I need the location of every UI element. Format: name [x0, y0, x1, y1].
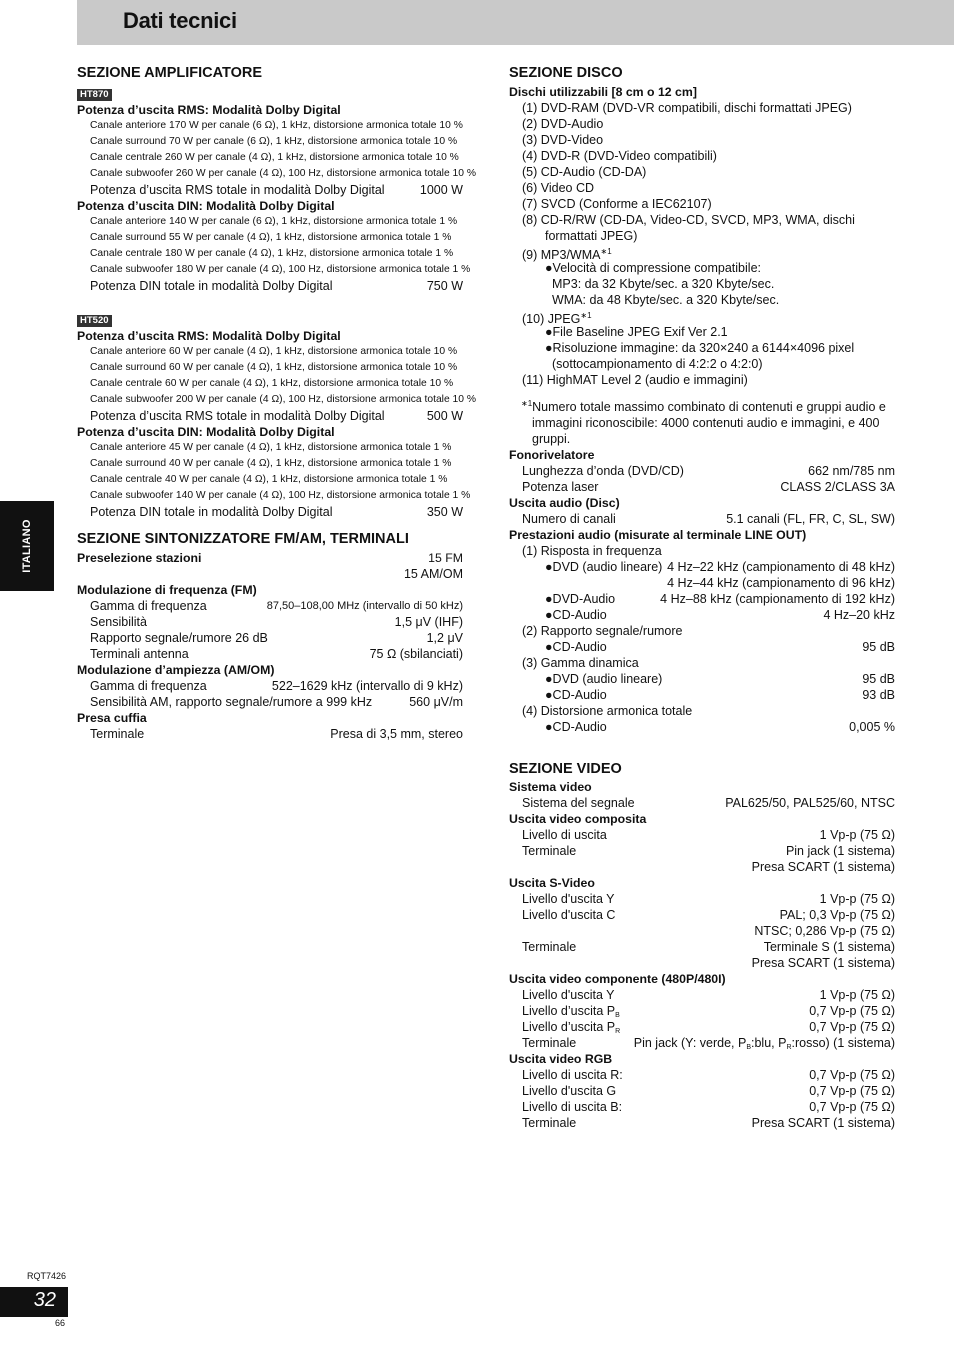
perf-value: 95 dB [862, 672, 895, 687]
footnote [509, 396, 895, 447]
disc-item: (3) DVD-Video [522, 133, 604, 147]
ht870-din-line: Canale surround 55 W per canale (4 Ω), 1 kHz, distorsione armonica totale 1 % [90, 232, 452, 243]
disc-item: (4) DVD-R (DVD-Video compatibili) [522, 149, 717, 163]
perf-value: 95 dB [862, 640, 895, 655]
left-column [77, 62, 477, 742]
video-system-title: Sistema video [509, 780, 592, 795]
perf-value: 4 Hz–20 kHz [823, 608, 895, 623]
fm-spec-value: 87,50–108,00 MHz (intervallo di 50 kHz) [266, 600, 463, 612]
ht520-din-total-value: 350 W [426, 505, 463, 519]
ht870-rms-title: Potenza d’uscita RMS: Modalità Dolby Digital [77, 103, 341, 117]
perf-label: ●DVD (audio lineare) [545, 672, 663, 687]
ht870-din-line: Canale anteriore 140 W per canale (6 Ω), 1 kHz, distorsione armonica totale 1 % [90, 216, 458, 227]
channels-value: 5.1 canali (FL, FR, C, SL, SW) [726, 512, 895, 527]
tuner-heading: SEZIONE SINTONIZZATORE FM/AM, TERMINALI [77, 531, 409, 547]
fm-spec-value: 1,2 μV [426, 631, 463, 645]
ht520-din-line: Canale anteriore 45 W per canale (4 Ω), 1 kHz, distorsione armonica totale 1 % [90, 442, 452, 453]
ht520-din-title: Potenza d’uscita DIN: Modalità Dolby Digital [77, 425, 335, 439]
disc-item: (7) SVCD (Conforme a IEC62107) [522, 197, 712, 211]
component-terminal-value: Pin jack (Y: verde, $P_B:blu$, $P_R:rosso$) (1 sistema) [633, 1036, 895, 1052]
ht870-din-line: Canale centrale 180 W per canale (4 Ω), 1 kHz, distorsione armonica totale 1 % [90, 248, 454, 259]
video-spec-value: 1 Vp-p (75 Ω) [819, 828, 895, 843]
am-spec-label: Sensibilità AM, rapporto segnale/rumore a 999 kHz [90, 695, 373, 709]
disc-item: (2) DVD-Audio [522, 117, 604, 131]
subscript-b: B [615, 1012, 620, 1020]
right-column [509, 62, 895, 1131]
ht870-din-total-value: 750 W [426, 279, 463, 293]
perf-item: (3) Gamma dinamica [522, 656, 639, 671]
perf-item: (2) Rapporto segnale/rumore [522, 624, 683, 639]
disc-item: (10) JPEG [522, 312, 581, 327]
page-title: Dati tecnici [123, 8, 237, 33]
sub-page-number: 66 [55, 1318, 66, 1328]
footnote-mark: ∗1 [580, 311, 592, 320]
video-spec-value: PAL; 0,3 Vp-p (75 Ω) [779, 908, 895, 923]
fm-spec-value: 75 Ω (sbilanciati) [369, 647, 463, 661]
preset-value-fm: 15 FM [428, 551, 463, 565]
video-spec-value: 0,7 Vp-p (75 Ω) [809, 1004, 895, 1019]
preset-label: Preselezione stazioni [77, 551, 202, 565]
perf-label: ●DVD-Audio [545, 592, 616, 607]
headphone-title: Presa cuffia [77, 711, 147, 725]
ht520-rms-line: Canale surround 60 W per canale (4 Ω), 1 kHz, distorsione armonica totale 10 % [90, 362, 458, 373]
video-spec-label: Terminale [522, 940, 577, 955]
ht520-rms-line: Canale centrale 60 W per canale (4 Ω), 1 kHz, distorsione armonica totale 10 % [90, 378, 454, 389]
svideo-title: Uscita S-Video [509, 876, 595, 891]
video-spec-value: Presa SCART (1 sistema) [751, 860, 895, 875]
perf-value: 93 dB [862, 688, 895, 703]
component-title: Uscita video componente (480P/480I) [509, 972, 726, 987]
video-spec-value: PAL625/50, PAL525/60, NTSC [725, 796, 895, 811]
ht520-din-total-label: Potenza DIN totale in modalità Dolby Digital [90, 505, 333, 519]
document-code: RQT7426 [27, 1271, 67, 1281]
disc-bullet: ●Velocità di compressione compatibile: [545, 261, 761, 275]
perf-label: ●CD-Audio [545, 640, 607, 655]
ht870-rms-line: Canale centrale 260 W per canale (4 Ω), 1 kHz, distorsione armonica totale 10 % [90, 152, 459, 163]
perf-value: 4 Hz–88 kHz (campionamento di 192 kHz) [660, 592, 895, 607]
perf-value: 4 Hz–22 kHz (campionamento di 48 kHz) [667, 560, 895, 575]
fm-title: Modulazione di frequenza (FM) [77, 583, 257, 597]
ht520-rms-total-value: 500 W [426, 409, 463, 423]
video-spec-label: Livello d’uscita P [522, 1020, 616, 1035]
ht520-din-line: Canale subwoofer 140 W per canale (4 Ω), 100 Hz, distorsione armonica totale 1 % [90, 490, 471, 501]
disc-item: (5) CD-Audio (CD-DA) [522, 165, 647, 179]
disc-bullet-cont: MP3: da 32 Kbyte/sec. a 320 Kbyte/sec. [552, 277, 775, 291]
model-badge-ht520: HT520 [77, 315, 112, 327]
fm-spec-label: Terminali antenna [90, 647, 189, 661]
footnote-mark: ∗1 [600, 247, 612, 256]
video-spec-value: NTSC; 0,286 Vp-p (75 Ω) [754, 924, 895, 939]
video-spec-value: Pin jack (1 sistema) [785, 844, 895, 859]
ht870-rms-line: Canale surround 70 W per canale (6 Ω), 1 kHz, distorsione armonica totale 10 % [90, 136, 458, 147]
audio-perf-title: Prestazioni audio (misurate al terminale LINE OUT) [509, 528, 807, 543]
am-title: Modulazione d’ampiezza (AM/OM) [77, 663, 275, 677]
perf-item: (4) Distorsione armonica totale [522, 704, 693, 719]
video-heading: SEZIONE VIDEO [509, 761, 622, 778]
perf-label: ●DVD (audio lineare) [545, 560, 663, 575]
perf-item: (1) Risposta in frequenza [522, 544, 662, 559]
video-spec-label: Livello di uscita B: [522, 1100, 623, 1115]
ht520-rms-line: Canale anteriore 60 W per canale (4 Ω), 1 kHz, distorsione armonica totale 10 % [90, 346, 458, 357]
perf-label: ●CD-Audio [545, 608, 607, 623]
pickup-value: CLASS 2/CLASS 3A [780, 480, 895, 495]
video-spec-label: Livello d’uscita P [522, 1004, 616, 1019]
language-tab-label: ITALIANO [21, 519, 33, 573]
rgb-title: Uscita video RGB [509, 1052, 613, 1067]
pickup-label: Potenza laser [522, 480, 599, 495]
disc-bullet-cont: WMA: da 48 Kbyte/sec. a 320 Kbyte/sec. [552, 293, 780, 307]
video-spec-value: 1 Vp-p (75 Ω) [819, 988, 895, 1003]
disc-item: (8) CD-R/RW (CD-DA, Video-CD, SVCD, MP3, WMA, dischi [522, 213, 855, 227]
disc-item: (1) DVD-RAM (DVD-VR compatibili, dischi formattati JPEG) [522, 101, 852, 115]
disc-item: (6) Video CD [522, 181, 595, 195]
video-spec-value: 0,7 Vp-p (75 Ω) [809, 1068, 895, 1083]
subscript-r: R [615, 1028, 621, 1036]
ht520-din-line: Canale surround 40 W per canale (4 Ω), 1 kHz, distorsione armonica totale 1 % [90, 458, 452, 469]
video-spec-value: 1 Vp-p (75 Ω) [819, 892, 895, 907]
fm-spec-label: Rapporto segnale/rumore 26 dB [90, 631, 268, 645]
video-spec-value: 0,7 Vp-p (75 Ω) [809, 1100, 895, 1115]
video-spec-label: Terminale [522, 1116, 577, 1131]
footnote-mark: ∗1 [521, 399, 533, 408]
perf-label: ●CD-Audio [545, 720, 607, 735]
video-spec-value: 0,7 Vp-p (75 Ω) [809, 1084, 895, 1099]
video-spec-label: Livello d'uscita Y [522, 892, 615, 907]
disc-bullet: ●File Baseline JPEG Exif Ver 2.1 [545, 325, 728, 339]
channels-label: Numero di canali [522, 512, 616, 527]
ht520-din-line: Canale centrale 40 W per canale (4 Ω), 1 kHz, distorsione armonica totale 1 % [90, 474, 448, 485]
headphone-label: Terminale [90, 727, 145, 741]
disc-item-cont: formattati JPEG) [545, 229, 638, 243]
page-number: 32 [33, 1289, 56, 1311]
amp-heading: SEZIONE AMPLIFICATORE [77, 65, 263, 81]
video-spec-value: Terminale S (1 sistema) [763, 940, 895, 955]
audio-out-title: Uscita audio (Disc) [509, 496, 620, 511]
page-header [77, 0, 954, 45]
usable-discs-title: Dischi utilizzabili [8 cm o 12 cm] [509, 85, 697, 99]
video-spec-value: 0,7 Vp-p (75 Ω) [809, 1020, 895, 1035]
am-spec-label: Gamma di frequenza [90, 679, 207, 693]
ht520-rms-line: Canale subwoofer 200 W per canale (4 Ω), 100 Hz, distorsione armonica totale 10 % [90, 394, 477, 405]
disc-bullet-cont: (sottocampionamento di 4:2:2 o 4:2:0) [552, 357, 763, 371]
page-number-box [0, 1287, 68, 1317]
am-spec-value: 560 μV/m [409, 695, 463, 709]
ht870-rms-total-value: 1000 W [419, 183, 463, 197]
video-spec-label: Terminale [522, 844, 577, 859]
fm-spec-label: Gamma di frequenza [90, 599, 207, 613]
ht520-rms-total-label: Potenza d’uscita RMS totale in modalità Dolby Digital [90, 409, 385, 423]
pickup-title: Fonorivelatore [509, 448, 595, 463]
perf-label: ●CD-Audio [545, 688, 607, 703]
video-spec-label: Terminale [522, 1036, 577, 1051]
ht870-rms-total-label: Potenza d’uscita RMS totale in modalità Dolby Digital [90, 183, 385, 197]
video-spec-value: Presa SCART (1 sistema) [751, 1116, 895, 1131]
disc-bullet: ●Risoluzione immagine: da 320×240 a 6144×4096 pixel [545, 341, 855, 355]
language-tab [0, 501, 54, 591]
disc-item: (9) MP3/WMA [522, 248, 601, 263]
preset-value-am: 15 AM/OM [403, 567, 463, 581]
video-spec-label: Livello d'uscita Y [522, 988, 615, 1003]
video-spec-label: Livello di uscita R: [522, 1068, 623, 1083]
am-spec-value: 522–1629 kHz (intervallo di 9 kHz) [271, 679, 463, 693]
disc-heading: SEZIONE DISCO [509, 65, 623, 81]
video-spec-label: Livello d'uscita C [522, 908, 616, 923]
fm-spec-value: 1,5 μV (IHF) [394, 615, 463, 629]
ht870-din-line: Canale subwoofer 180 W per canale (4 Ω), 100 Hz, distorsione armonica totale 1 % [90, 264, 471, 275]
ht870-rms-line: Canale subwoofer 260 W per canale (4 Ω), 100 Hz, distorsione armonica totale 10 % [90, 168, 477, 179]
perf-value: 4 Hz–44 kHz (campionamento di 96 kHz) [667, 576, 895, 591]
video-spec-label: Livello di uscita [522, 828, 607, 843]
fm-spec-label: Sensibilità [90, 615, 147, 629]
video-spec-label: Livello d'uscita G [522, 1084, 617, 1099]
ht870-din-title: Potenza d’uscita DIN: Modalità Dolby Digital [77, 199, 335, 213]
headphone-value: Presa di 3,5 mm, stereo [330, 727, 463, 741]
footnote-text: Numero totale massimo combinato di contenuti e gruppi audio e immagini riconoscibile: 4000 contenuti audio e immagini, e 400 gruppi. [532, 400, 886, 447]
ht870-rms-line: Canale anteriore 170 W per canale (6 Ω), 1 kHz, distorsione armonica totale 10 % [90, 120, 463, 131]
pickup-label: Lunghezza d’onda (DVD/CD) [522, 464, 684, 479]
disc-item: (11) HighMAT Level 2 (audio e immagini) [522, 373, 748, 387]
ht870-din-total-label: Potenza DIN totale in modalità Dolby Digital [90, 279, 333, 293]
video-spec-value: Presa SCART (1 sistema) [751, 956, 895, 971]
video-spec-label: Sistema del segnale [522, 796, 635, 811]
pickup-value: 662 nm/785 nm [808, 464, 895, 479]
perf-value: 0,005 % [849, 720, 895, 735]
model-badge-ht870: HT870 [77, 89, 112, 101]
composite-title: Uscita video composita [509, 812, 647, 827]
ht520-rms-title: Potenza d’uscita RMS: Modalità Dolby Digital [77, 329, 341, 343]
